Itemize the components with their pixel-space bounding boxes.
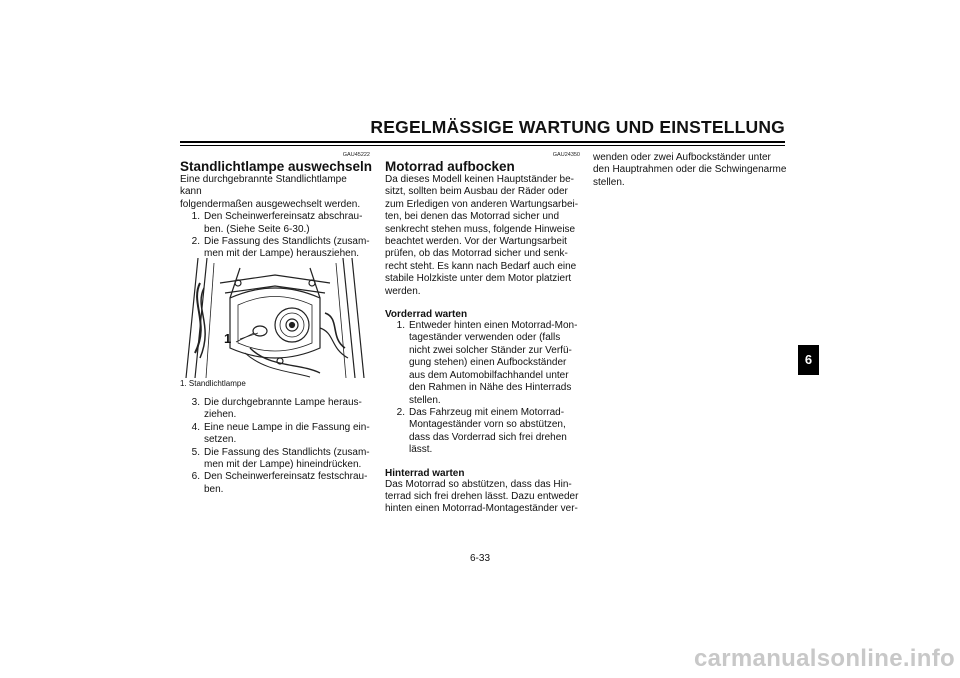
- step-line: tageständer verwenden oder (falls: [409, 332, 561, 344]
- step-number: 1.: [396, 320, 405, 332]
- section-code: GAU45222: [342, 152, 370, 158]
- step-number: 2.: [396, 406, 405, 418]
- headlight-drawing: [180, 253, 370, 378]
- step-line: dass das Vorderrad sich frei drehen: [409, 431, 567, 443]
- column-left: [180, 152, 373, 261]
- page-number: 6-33: [469, 553, 490, 564]
- column-right: [593, 152, 788, 189]
- paragraph-line: beachtet werden. Vor der Wartungsarbeit: [385, 236, 567, 248]
- step-line: Den Scheinwerfereinsatz abschrau-: [204, 211, 363, 223]
- paragraph-line: Da dieses Modell keinen Hauptständer be-: [385, 174, 574, 185]
- subheading-front: Vorderrad warten: [385, 309, 468, 321]
- step-line: Die durchgebrannte Lampe heraus-: [204, 397, 362, 408]
- step-number: 1.: [191, 211, 200, 223]
- step-number: 6.: [191, 471, 200, 483]
- step-line: Eine neue Lampe in die Fassung ein-: [204, 421, 370, 433]
- section-code: GAU24350: [552, 152, 580, 158]
- step-number: 5.: [191, 446, 200, 458]
- watermark: carmanualsonline.info: [693, 645, 955, 672]
- step-line: men mit der Lampe) hineindrücken.: [204, 459, 362, 471]
- paragraph-line: wenden oder zwei Aufbockständer unter: [593, 152, 771, 163]
- step-line: setzen.: [204, 434, 237, 446]
- step-line: Die Fassung des Standlichts (zusam-: [204, 236, 370, 248]
- column-middle: [385, 152, 580, 516]
- step-number: 3.: [191, 397, 200, 408]
- intro-line: folgendermaßen ausgewechselt werden.: [180, 198, 361, 210]
- paragraph-line: werden.: [385, 285, 421, 297]
- subheading-rear: Hinterrad warten: [385, 467, 465, 479]
- step-line: Das Fahrzeug mit einem Motorrad-: [409, 406, 565, 418]
- list-item: [180, 471, 370, 496]
- step-line: ben.: [204, 483, 224, 495]
- figure-caption: 1. Standlichtlampe: [180, 379, 246, 388]
- header-rule-thick: [180, 141, 785, 143]
- list-item: [385, 407, 580, 457]
- step-number: 4.: [191, 421, 200, 433]
- step-line: gung stehen) einen Aufbockständer: [409, 357, 567, 369]
- step-line: Entweder hinten einen Motorrad-Mon-: [409, 320, 578, 332]
- paragraph-line: prüfen, ob das Motorrad sicher und senk-: [385, 248, 568, 260]
- step-line: men mit der Lampe) herausziehen.: [204, 248, 360, 260]
- step-line: Den Scheinwerfereinsatz festschrau-: [204, 471, 368, 483]
- paragraph-line: stabile Holzkiste unter dem Motor platziert: [385, 273, 572, 285]
- paragraph-line: den Hauptrahmen oder die Schwingenarme: [593, 164, 787, 176]
- section-heading: Standlichtlampe auswechseln: [180, 159, 373, 174]
- paragraph-line: hinten einen Motorrad-Montageständer ver-: [385, 503, 578, 515]
- step-line: Montageständer vorn so abstützen,: [409, 419, 566, 431]
- step-line: den Rahmen in Nähe des Hinterrads: [409, 382, 572, 394]
- chapter-tab: 6: [798, 345, 819, 375]
- list-item: [180, 397, 370, 422]
- paragraph-line: sitzt, sollten beim Ausbau der Räder oder: [385, 186, 568, 198]
- callout-number: 1: [224, 331, 232, 346]
- step-line: Die Fassung des Standlichts (zusam-: [204, 446, 370, 458]
- step-number: 2.: [191, 236, 200, 248]
- list-item: [180, 422, 370, 447]
- list-item: [385, 320, 580, 407]
- paragraph-line: zum Erledigen von anderen Wartungsarbei-: [385, 198, 579, 210]
- paragraph-line: recht steht. Es kann nach Bedarf auch eine: [385, 260, 577, 272]
- step-line: lässt.: [409, 444, 433, 456]
- headlight-illustration: [180, 253, 370, 378]
- step-line: ziehen.: [204, 409, 237, 421]
- list-item: [180, 447, 370, 472]
- paragraph-line: senkrecht stehen muss, folgende Hinweise: [385, 223, 576, 235]
- section-heading: Motorrad aufbocken: [385, 159, 515, 174]
- step-line: ben. (Siehe Seite 6-30.): [204, 223, 310, 235]
- paragraph-line: terrad sich frei drehen lässt. Dazu entweder: [385, 490, 579, 502]
- paragraph-line: Das Motorrad so abstützen, dass das Hin-: [385, 478, 572, 490]
- header-rule-thin: [180, 145, 785, 146]
- step-line: aus dem Automobilfachhandel unter: [409, 369, 569, 381]
- step-line: nicht zwei solcher Ständer zur Verfü-: [409, 344, 572, 356]
- intro-line: Eine durchgebrannte Standlichtlampe kann: [180, 174, 347, 198]
- steps-continued: [180, 397, 370, 496]
- paragraph-line: stellen.: [593, 176, 625, 188]
- page-title: REGELMÄSSIGE WARTUNG UND EINSTELLUNG: [370, 117, 785, 137]
- list-item: [180, 211, 370, 236]
- step-line: stellen.: [409, 394, 441, 406]
- paragraph-line: ten, bei denen das Motorrad sicher und: [385, 211, 559, 223]
